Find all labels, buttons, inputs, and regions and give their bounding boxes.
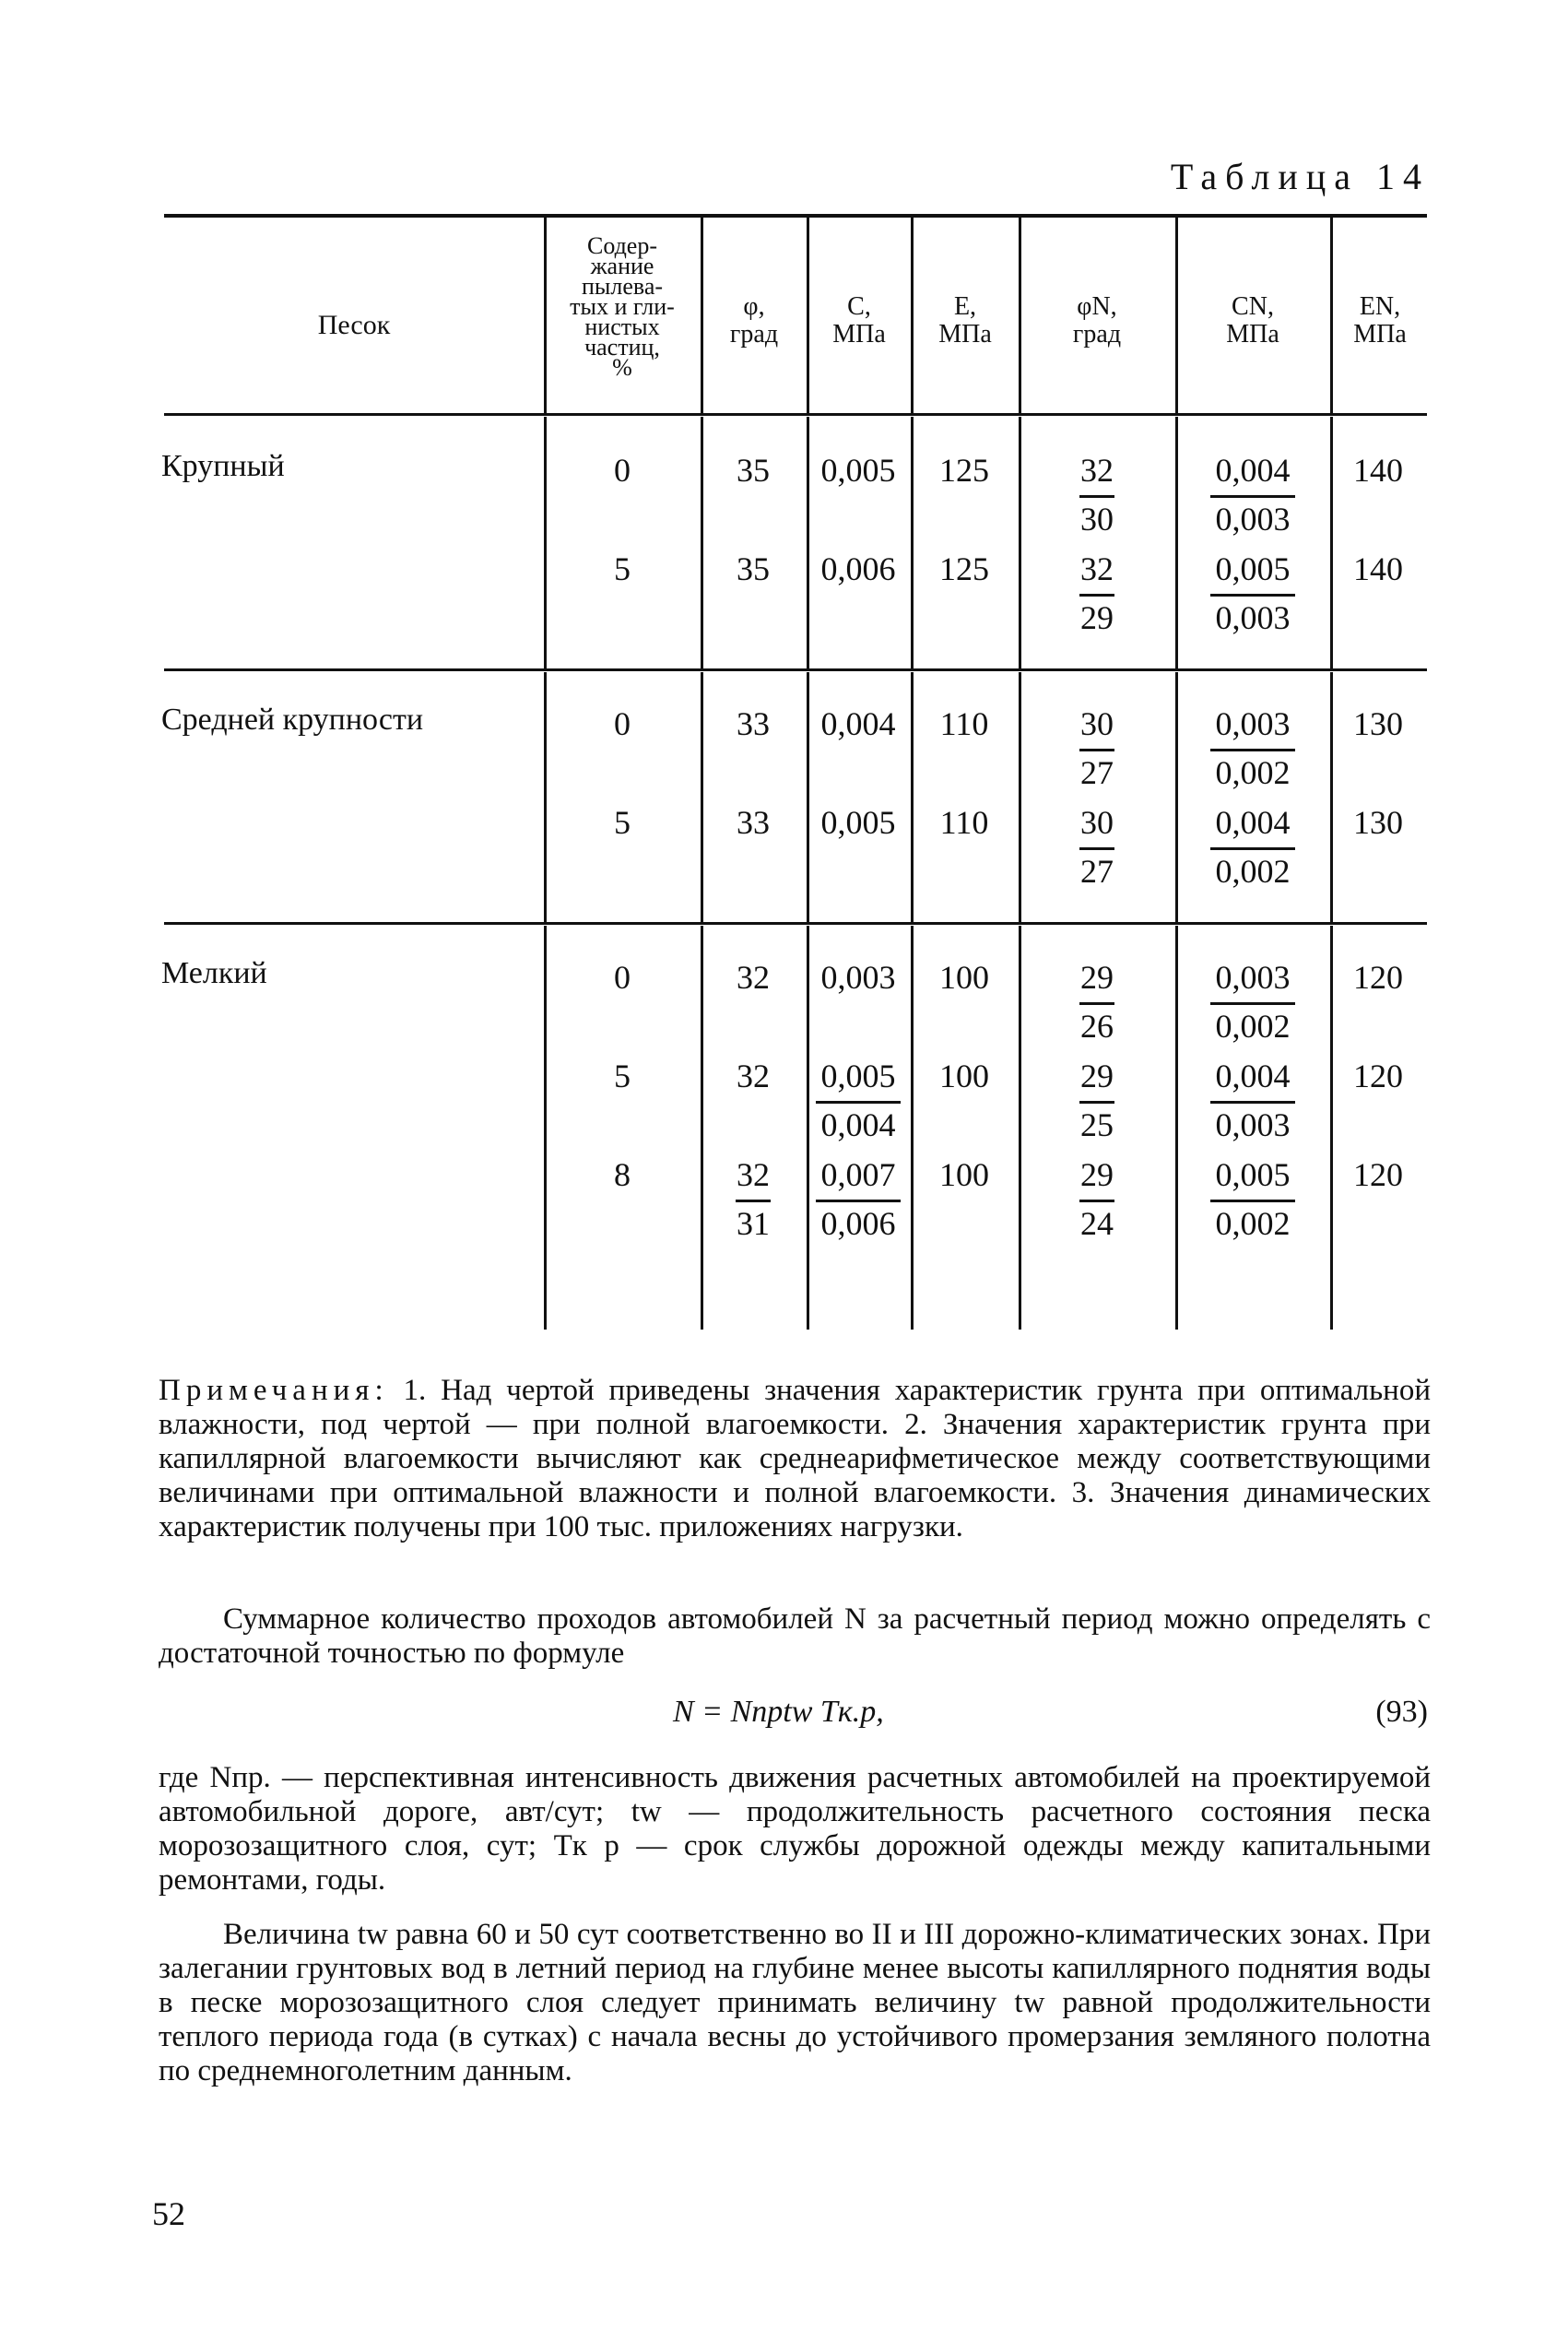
paragraph-3: Величина tw равна 60 и 50 сут соответственно во II и III дорожно-климатических зонах. При залегании грунтовых вод в летний период на глубине менее высоты капиллярного поднятия воды в песке морозозащитного слоя следует принимать величину tw равной продолжительности теплого периода года (в сутках) с начала весны до устойчивого промерзания земляного полотна по среднемноголетним данным.: [159, 1918, 1431, 2087]
table-label: Таблица 14: [1170, 156, 1430, 197]
header-e: [913, 293, 1018, 349]
cell-c-top: 0,003: [820, 959, 896, 996]
fraction-bar: [1210, 847, 1295, 850]
fraction-bar: [1079, 1101, 1114, 1104]
table-column-line-1-2: [701, 672, 703, 922]
cell-phi-top: 32: [737, 959, 770, 996]
cell-cn-top: 0,005: [1215, 1156, 1291, 1193]
cell-phin-top: 32: [1080, 452, 1114, 489]
header-en-line: EN,: [1359, 292, 1401, 321]
cell-phi-top: 32: [737, 1058, 770, 1094]
header-phin: [1020, 293, 1173, 349]
cell-en: 130: [1353, 804, 1403, 841]
cell-phin-top: 29: [1080, 1156, 1114, 1193]
table-column-line-5-3: [1175, 926, 1178, 1330]
fraction-bar: [1210, 495, 1295, 498]
cell-phin-top: 29: [1080, 959, 1114, 996]
header-c-line: C,: [847, 292, 871, 321]
header-e-line: МПа: [938, 320, 992, 349]
header-phi-line: град: [729, 320, 779, 349]
cell-content: 8: [614, 1156, 631, 1193]
header-content-line: Содер-: [586, 232, 658, 259]
cell-cn-bottom: 0,002: [1215, 853, 1291, 890]
fraction-bar: [1079, 1002, 1114, 1005]
cell-content: 5: [614, 1058, 631, 1094]
cell-phi-top: 35: [737, 452, 770, 489]
formula-93: N = Nпрtw Tк.р,: [673, 1695, 884, 1729]
table-column-line-4-3: [1019, 926, 1021, 1330]
cell-c-bottom: 0,006: [820, 1205, 896, 1242]
cell-e: 125: [939, 452, 989, 489]
cell-phin-bottom: 30: [1080, 501, 1114, 538]
fraction-bar: [1210, 1002, 1295, 1005]
header-phin-line: φN,: [1077, 292, 1117, 321]
header-c-line: МПа: [832, 320, 886, 349]
notes-text: 1. Над чертой приведены значения характеристик грунта при оптимальной влажности, под чертой — при полной влагоемкости. 2. Значения характеристик грунта при капиллярной влагоемкости вычисляют как среднеарифметическое между соответствующими величинами при оптимальной влажности и полной влагоемкости. 3. Значения динамических характеристик получены при 100 тыс. приложениях нагрузки.: [159, 1374, 1432, 1543]
header-cn-line: МПа: [1226, 320, 1279, 349]
cell-c-top: 0,004: [820, 705, 896, 742]
cell-cn-top: 0,004: [1215, 1058, 1291, 1094]
table-column-line-4-2: [1019, 672, 1021, 922]
table-notes: [159, 1374, 1431, 1544]
header-en: [1332, 293, 1428, 349]
table-column-line-1-1: [701, 417, 703, 668]
cell-cn-top: 0,005: [1215, 550, 1291, 587]
header-phin-line: град: [1072, 320, 1122, 349]
cell-cn-top: 0,003: [1215, 705, 1291, 742]
cell-phin-bottom: 27: [1080, 853, 1114, 890]
fraction-bar: [1210, 1101, 1295, 1104]
cell-en: 120: [1353, 1058, 1403, 1094]
header-cn-line: CN,: [1232, 292, 1274, 321]
header-content-percent: [546, 232, 699, 381]
cell-content: 0: [614, 959, 631, 996]
cell-e: 125: [939, 550, 989, 587]
cell-phin-bottom: 25: [1080, 1106, 1114, 1143]
cell-cn-bottom: 0,003: [1215, 599, 1291, 636]
cell-phin-bottom: 29: [1080, 599, 1114, 636]
cell-phi-top: 35: [737, 550, 770, 587]
fraction-bar: [736, 1200, 771, 1202]
paragraph-1: Суммарное количество проходов автомобилей N за расчетный период можно определять с достаточной точностью по формуле: [159, 1602, 1431, 1670]
cell-phin-top: 30: [1080, 705, 1114, 742]
cell-c-top: 0,007: [820, 1156, 896, 1193]
cell-content: 0: [614, 452, 631, 489]
cell-phi-top: 33: [737, 804, 770, 841]
header-en-line: МПа: [1353, 320, 1407, 349]
cell-c-top: 0,006: [820, 550, 896, 587]
cell-cn-bottom: 0,002: [1215, 1008, 1291, 1045]
cell-e: 100: [939, 1156, 989, 1193]
fraction-bar: [1079, 749, 1114, 751]
cell-en: 140: [1353, 550, 1403, 587]
cell-c-top: 0,005: [820, 452, 896, 489]
table-column-line-4-1: [1019, 417, 1021, 668]
fraction-bar: [1079, 594, 1114, 597]
cell-cn-bottom: 0,003: [1215, 501, 1291, 538]
cell-cn-bottom: 0,002: [1215, 1205, 1291, 1242]
cell-e: 110: [939, 804, 989, 841]
cell-phin-bottom: 24: [1080, 1205, 1114, 1242]
header-content-line: частиц,: [584, 334, 660, 361]
table-rule-2: [164, 668, 1427, 671]
table-column-line-0-1: [544, 417, 547, 668]
table-rule-0: [164, 214, 1427, 218]
fraction-bar: [1079, 847, 1114, 850]
cell-content: 0: [614, 705, 631, 742]
cell-cn-top: 0,003: [1215, 959, 1291, 996]
header-content-line: пылева-: [581, 273, 664, 300]
fraction-bar: [816, 1200, 901, 1202]
cell-c-top: 0,005: [820, 804, 896, 841]
cell-en: 130: [1353, 705, 1403, 742]
header-c: [808, 293, 910, 349]
fraction-bar: [816, 1101, 901, 1104]
cell-phin-top: 30: [1080, 804, 1114, 841]
cell-content: 5: [614, 550, 631, 587]
table-column-line-0-3: [544, 926, 547, 1330]
table-column-line-5-2: [1175, 672, 1178, 922]
cell-c-top: 0,005: [820, 1058, 896, 1094]
fraction-bar: [1210, 594, 1295, 597]
cell-e: 100: [939, 959, 989, 996]
sand-type-label: Средней крупности: [161, 703, 424, 737]
page-number: 52: [152, 2195, 185, 2232]
cell-phi-top: 32: [737, 1156, 770, 1193]
cell-cn-top: 0,004: [1215, 804, 1291, 841]
fraction-bar: [1210, 1200, 1295, 1202]
header-sand: Песок: [317, 310, 391, 340]
header-phi-line: φ,: [743, 292, 765, 321]
table-column-line-0-2: [544, 672, 547, 922]
cell-phi-top: 33: [737, 705, 770, 742]
cell-e: 110: [939, 705, 989, 742]
header-content-line: жание: [590, 253, 654, 279]
cell-cn-bottom: 0,003: [1215, 1106, 1291, 1143]
header-e-line: E,: [953, 292, 977, 321]
header-cn: [1177, 293, 1328, 349]
cell-en: 120: [1353, 1156, 1403, 1193]
paragraph-2: где Nпр. — перспективная интенсивность движения расчетных автомобилей на проектируемой автомобильной дороге, авт/сут; tw — продолжительность расчетного состояния песка морозозащитного слоя, сут; Tк р — срок службы дорожной одежды между капитальными ремонтами, годы.: [159, 1761, 1431, 1897]
notes-label: Примечания:: [159, 1374, 389, 1407]
cell-en: 120: [1353, 959, 1403, 996]
fraction-bar: [1079, 1200, 1114, 1202]
cell-phin-bottom: 27: [1080, 754, 1114, 791]
cell-content: 5: [614, 804, 631, 841]
table-column-line-1-3: [701, 926, 703, 1330]
cell-cn-top: 0,004: [1215, 452, 1291, 489]
table-rule-1: [164, 413, 1427, 416]
cell-e: 100: [939, 1058, 989, 1094]
header-content-line: нистых: [584, 313, 660, 340]
table-column-line-5-1: [1175, 417, 1178, 668]
cell-phin-bottom: 26: [1080, 1008, 1114, 1045]
cell-cn-bottom: 0,002: [1215, 754, 1291, 791]
header-phi: [702, 293, 806, 349]
cell-phin-top: 29: [1080, 1058, 1114, 1094]
fraction-bar: [1079, 495, 1114, 498]
cell-en: 140: [1353, 452, 1403, 489]
fraction-bar: [1210, 749, 1295, 751]
sand-type-label: Мелкий: [161, 956, 267, 990]
table-rule-3: [164, 922, 1427, 925]
sand-type-label: Крупный: [161, 449, 285, 483]
cell-phi-bottom: 31: [737, 1205, 770, 1242]
cell-phin-top: 32: [1080, 550, 1114, 587]
cell-c-bottom: 0,004: [820, 1106, 896, 1143]
header-content-line: %: [612, 354, 632, 381]
equation-number: (93): [1375, 1695, 1428, 1729]
header-content-line: тых и гли-: [570, 293, 675, 320]
